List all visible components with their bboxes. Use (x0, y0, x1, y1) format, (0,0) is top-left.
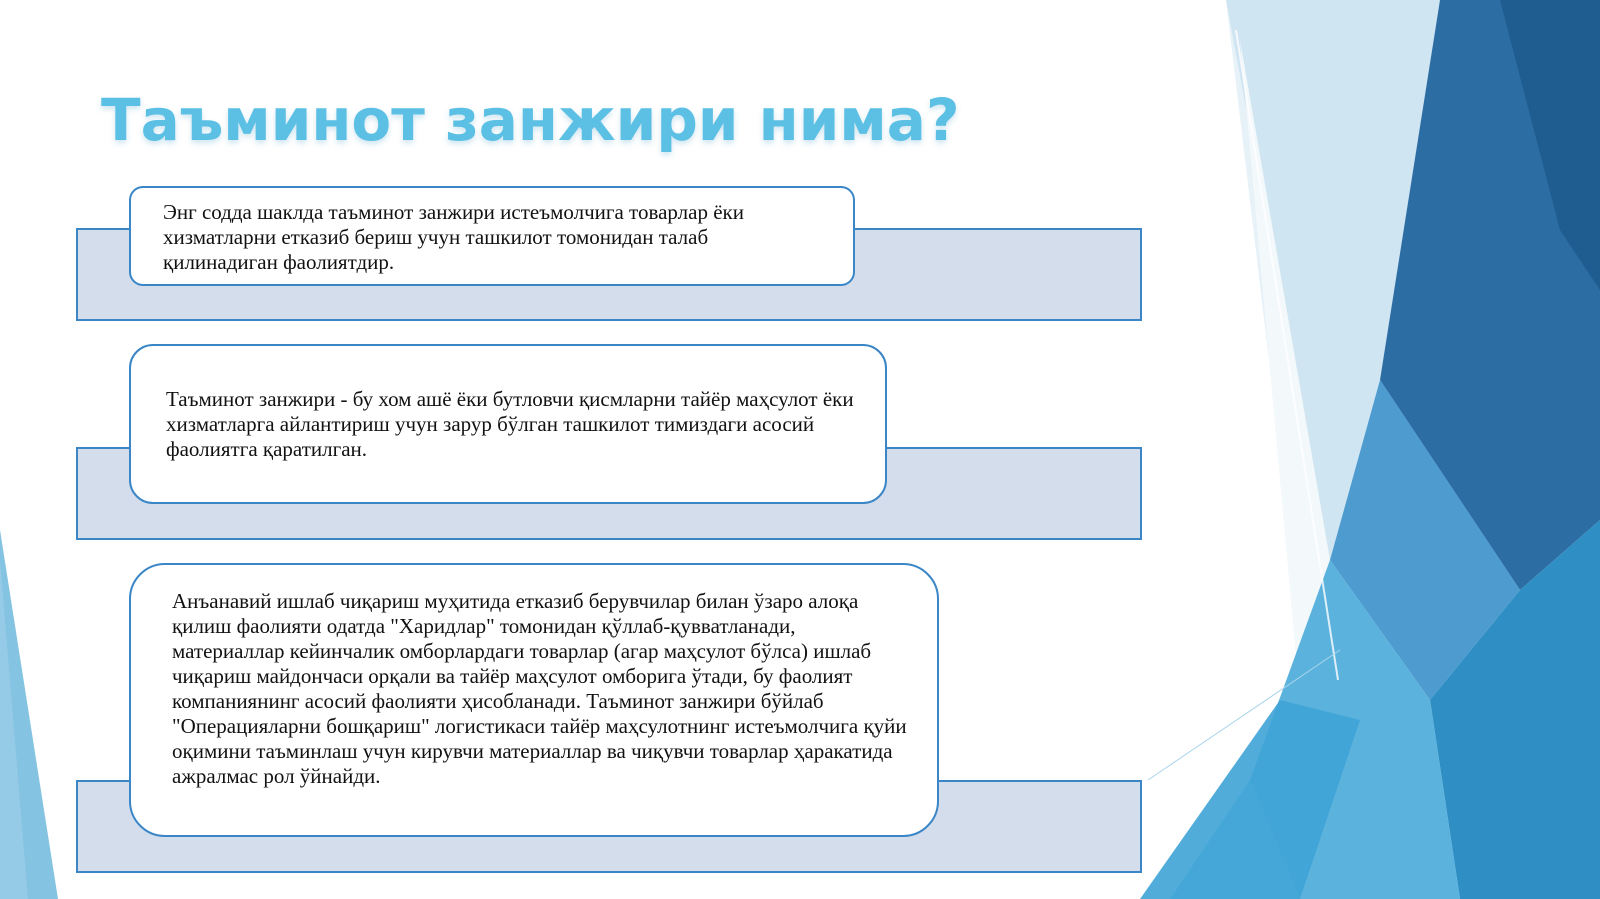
slide-title: Таъминот занжири нима? (101, 86, 960, 154)
item-text-2: Таъминот занжири - бу хом ашё ёки бутловчи қисмларни тайёр маҳсулот ёки хизматларга айлантириш учун зарур бўлган ташкилот тимиздаги асосий фаолиятга қаратилган. (166, 387, 854, 461)
item-text-3: Анъанавий ишлаб чиқариш муҳитида етказиб берувчилар билан ўзаро алоқа қилиш фаолияти одатда "Харидлар" томонидан қўллаб-қувватланади, материаллар кейинчалик омборлардаги товарлар (агар маҳсулот бўлса) ишлаб чиқариш майдончаси орқали ва тайёр маҳсулот омборига ўтади, бу фаолият компаниянинг асосий фаолияти ҳисобланади. Таъминот занжири бўйлаб "Операцияларни бошқариш" логистикаси тайёр маҳсулотнинг истеъмолчига қуйи оқимини таъминлаш учун кирувчи материаллар ва чиқувчи товарлар ҳаракатида ажралмас рол ўйнайди. (172, 589, 907, 788)
item-card-1 (129, 186, 855, 286)
item-card-3 (129, 563, 939, 837)
item-card-2 (129, 344, 887, 504)
item-text-1: Энг содда шаклда таъминот занжири истеъмолчига товарлар ёки хизматларни етказиб бериш учун ташкилот томонидан талаб қилинадиган фаолиятдир. (163, 200, 744, 274)
